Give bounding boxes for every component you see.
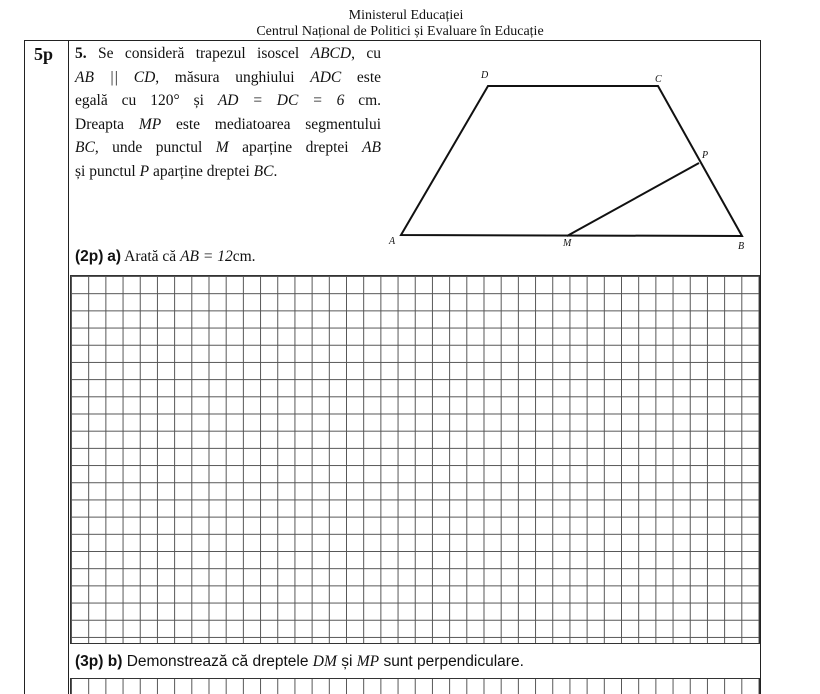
line-mp: MP — [138, 115, 162, 133]
label-p: P — [702, 150, 709, 161]
side-lengths: AD = DC = 6 — [217, 92, 345, 109]
statement-line-4 — [75, 113, 381, 137]
statement-line-6 — [75, 160, 381, 184]
label-b: B — [738, 241, 745, 252]
part-a-letter: a) — [107, 248, 122, 265]
statement-comma: , cu — [351, 45, 381, 62]
apartine-text: aparține dreptei — [242, 139, 349, 156]
unde-text: , unde punctul — [94, 139, 203, 156]
part-b-question — [75, 653, 524, 671]
statement-line-5 — [75, 136, 381, 160]
line-dm: DM — [312, 653, 337, 670]
apartine-text-2: aparține dreptei — [152, 162, 250, 180]
trapezoid-figure — [385, 60, 765, 260]
dreapta-word: Dreapta — [75, 115, 125, 133]
statement-intro: Se consideră trapezul isoscel — [98, 45, 300, 62]
answer-grid-a[interactable] — [70, 275, 760, 644]
part-b-end: sunt perpendiculare. — [383, 653, 524, 670]
statement-line-1 — [75, 42, 381, 66]
angle-este: este — [356, 68, 382, 86]
part-b-mp: MP — [356, 653, 380, 670]
points-column-divider — [68, 40, 69, 694]
mediator-text: este mediatoarea segmentului — [175, 115, 382, 133]
label-a: A — [389, 236, 396, 247]
part-b-letter: b) — [107, 653, 123, 670]
trapezoid-name: ABCD — [310, 45, 352, 62]
problem-number: 5. — [75, 45, 87, 62]
part-a-question — [75, 248, 256, 266]
problem-statement — [75, 42, 381, 183]
egala-word: egală — [75, 92, 108, 109]
part-a-points: (2p) — [75, 248, 104, 265]
part-a-expression: AB = 12 — [180, 248, 233, 265]
answer-grid-b[interactable] — [70, 678, 760, 694]
problem-points: 5p — [34, 44, 54, 64]
statement-line-3 — [75, 89, 381, 113]
top-border — [24, 40, 760, 41]
header-center: Centrul Național de Politici și Evaluare în Educație — [256, 24, 544, 39]
label-d: D — [481, 70, 489, 81]
parallel-relation: AB || CD — [75, 68, 156, 86]
point-p: P — [139, 162, 150, 180]
angle-text: , măsura unghiului — [155, 68, 295, 86]
part-b-points: (3p) — [75, 653, 104, 670]
si-punctul-text: și punctul — [75, 162, 136, 180]
cu-word: cu — [121, 92, 137, 109]
si-word: și — [193, 92, 204, 109]
segment-mp — [567, 163, 699, 236]
line-bc: BC — [253, 162, 274, 180]
part-b-text: Demonstrează că dreptele — [126, 653, 309, 670]
label-c: C — [655, 74, 662, 85]
header-ministry: Ministerul Educației — [348, 8, 464, 23]
trapezoid-abcd — [401, 86, 742, 236]
part-a-unit: cm. — [232, 248, 256, 265]
label-m: M — [563, 238, 572, 249]
line-ab: AB — [362, 139, 382, 156]
statement-line-2 — [75, 66, 381, 90]
length-unit: cm. — [358, 92, 382, 109]
part-b-si: și — [341, 653, 353, 670]
final-dot: . — [273, 162, 278, 180]
part-a-text: Arată că — [124, 248, 177, 265]
angle-name: ADC — [310, 68, 342, 86]
point-m: M — [215, 139, 229, 156]
segment-bc: BC — [75, 139, 95, 156]
angle-value: 120° — [150, 92, 180, 109]
left-border — [24, 40, 25, 694]
